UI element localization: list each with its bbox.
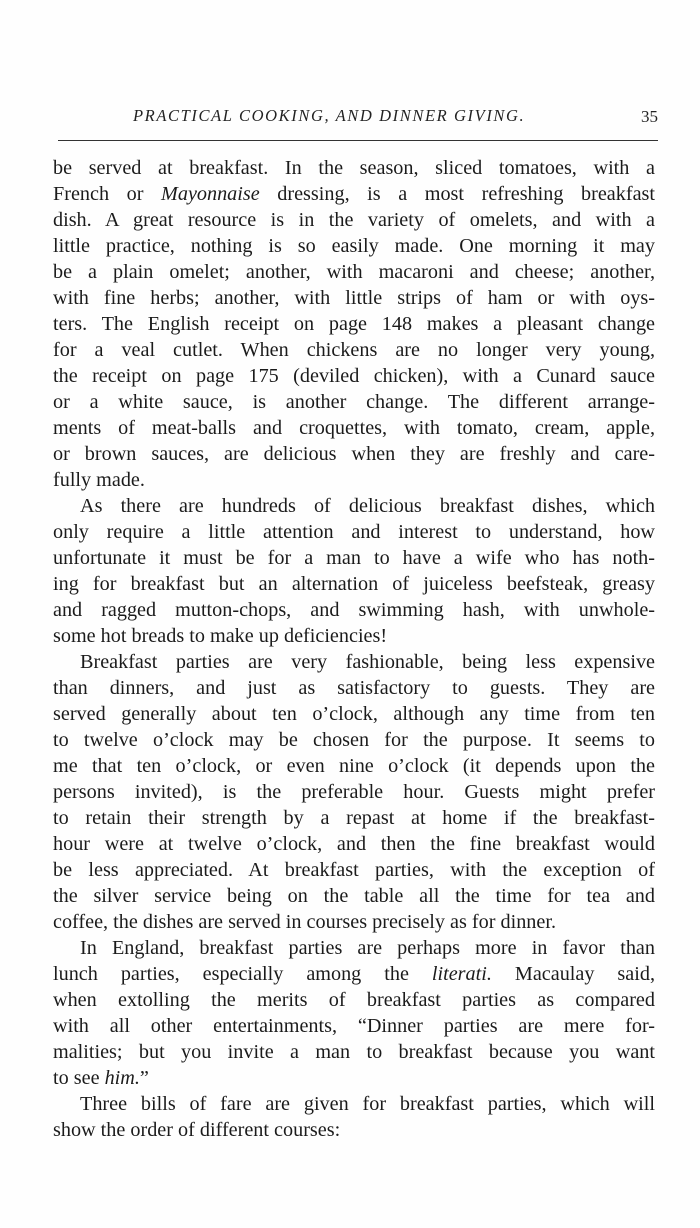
paragraph: [53, 1091, 655, 1143]
page-number: 35: [641, 107, 658, 126]
text-run: or brown sauces, are delicious when they are freshly and care-: [53, 443, 655, 465]
text-line: [53, 935, 655, 961]
text-run: to retain their strength by a repast at home if the breakfast-: [53, 807, 655, 829]
text-line: [53, 1039, 655, 1065]
text-line: [53, 233, 655, 259]
text-run: me that ten o’clock, or even nine o’clock (it depends upon the: [53, 755, 655, 777]
text-line: [53, 779, 655, 805]
text-line: [53, 805, 655, 831]
text-run: only require a little attention and interest to understand, how: [53, 521, 655, 543]
text-run: some hot breads to make up deficiencies!: [53, 625, 388, 647]
text-run: to see: [53, 1067, 105, 1089]
text-run: the receipt on page 175 (deviled chicken), with a Cunard sauce: [53, 365, 655, 387]
text-run: ing for breakfast but an alternation of juiceless beefsteak, greasy: [53, 573, 655, 595]
text-run: show the order of different courses:: [53, 1119, 341, 1141]
text-run: than dinners, and just as satisfactory to guests. They are: [53, 677, 655, 699]
text-line: [53, 961, 655, 987]
text-run: when extolling the merits of breakfast parties as compared: [53, 989, 655, 1011]
text-line: [53, 363, 655, 389]
text-run: be less appreciated. At breakfast parties, with the exception of: [53, 859, 655, 881]
text-line: [53, 181, 655, 207]
text-line: [53, 207, 655, 233]
text-run: hour were at twelve o’clock, and then the fine breakfast would: [53, 833, 655, 855]
running-head: [58, 106, 658, 132]
text-line: [53, 1091, 655, 1117]
text-line: [53, 883, 655, 909]
text-run: ”: [139, 1067, 149, 1089]
paragraph: [53, 155, 655, 493]
text-line: [53, 493, 655, 519]
text-run: lunch parties, especially among the: [53, 963, 432, 985]
text-line: [53, 285, 655, 311]
text-line: [53, 441, 655, 467]
text-run: ters. The English receipt on page 148 makes a pleasant change: [53, 313, 655, 335]
text-line: [53, 909, 655, 935]
paragraph: [53, 649, 655, 935]
text-run: In England, breakfast parties are perhaps more in favor than: [80, 937, 655, 959]
text-line: [53, 623, 655, 649]
text-run: fully made.: [53, 469, 145, 491]
text-run: ments of meat-balls and croquettes, with tomato, cream, apple,: [53, 417, 655, 439]
text-line: [53, 675, 655, 701]
text-run: to twelve o’clock may be chosen for the purpose. It seems to: [53, 729, 655, 751]
text-run: be a plain omelet; another, with macaroni and cheese; another,: [53, 261, 655, 283]
text-run: As there are hundreds of delicious breakfast dishes, which: [80, 495, 655, 517]
text-line: [53, 857, 655, 883]
text-line: [53, 649, 655, 675]
running-title: PRACTICAL COOKING, AND DINNER GIVING.: [133, 106, 526, 125]
text-run: French or: [53, 183, 162, 205]
text-run: dressing, is a most refreshing breakfast: [259, 183, 655, 205]
text-line: [53, 701, 655, 727]
text-run: and ragged mutton-chops, and swimming hash, with unwhole-: [53, 599, 655, 621]
text-run: Breakfast parties are very fashionable, being less expensive: [80, 651, 655, 673]
text-line: [53, 727, 655, 753]
text-run: the silver service being on the table all the time for tea and: [53, 885, 655, 907]
text-run: unfortunate it must be for a man to have a wife who has noth-: [53, 547, 655, 569]
text-line: [53, 1117, 655, 1143]
text-line: [53, 831, 655, 857]
text-run: dish. A great resource is in the variety of omelets, and with a: [53, 209, 655, 231]
italic-text: Mayonnaise: [161, 183, 260, 205]
text-line: [53, 311, 655, 337]
text-line: [53, 337, 655, 363]
text-line: [53, 519, 655, 545]
text-run: be served at breakfast. In the season, sliced tomatoes, with a: [53, 157, 655, 179]
text-run: with all other entertainments, “Dinner parties are mere for-: [53, 1015, 655, 1037]
text-line: [53, 597, 655, 623]
text-run: Macaulay said,: [491, 963, 656, 985]
text-line: [53, 571, 655, 597]
text-line: [53, 987, 655, 1013]
text-run: Three bills of fare are given for breakfast parties, which will: [80, 1093, 655, 1115]
text-run: served generally about ten o’clock, although any time from ten: [53, 703, 655, 725]
text-run: or a white sauce, is another change. The different arrange-: [53, 391, 655, 413]
text-run: malities; but you invite a man to breakfast because you want: [53, 1041, 655, 1063]
paragraph: [53, 935, 655, 1091]
italic-text: literati.: [431, 963, 492, 985]
text-line: [53, 545, 655, 571]
italic-text: him.: [104, 1067, 140, 1089]
body-text: [53, 155, 655, 1143]
text-line: [53, 259, 655, 285]
text-run: for a veal cutlet. When chickens are no longer very young,: [53, 339, 655, 361]
text-run: coffee, the dishes are served in courses precisely as for dinner.: [53, 911, 557, 933]
header-rule: [58, 140, 658, 141]
text-run: little practice, nothing is so easily made. One morning it may: [53, 235, 655, 257]
text-line: [53, 415, 655, 441]
paragraph: [53, 493, 655, 649]
text-line: [53, 389, 655, 415]
text-line: [53, 467, 655, 493]
text-line: [53, 1065, 655, 1091]
text-line: [53, 1013, 655, 1039]
text-line: [53, 155, 655, 181]
text-run: with fine herbs; another, with little strips of ham or with oys-: [53, 287, 655, 309]
text-run: persons invited), is the preferable hour. Guests might prefer: [53, 781, 655, 803]
text-line: [53, 753, 655, 779]
